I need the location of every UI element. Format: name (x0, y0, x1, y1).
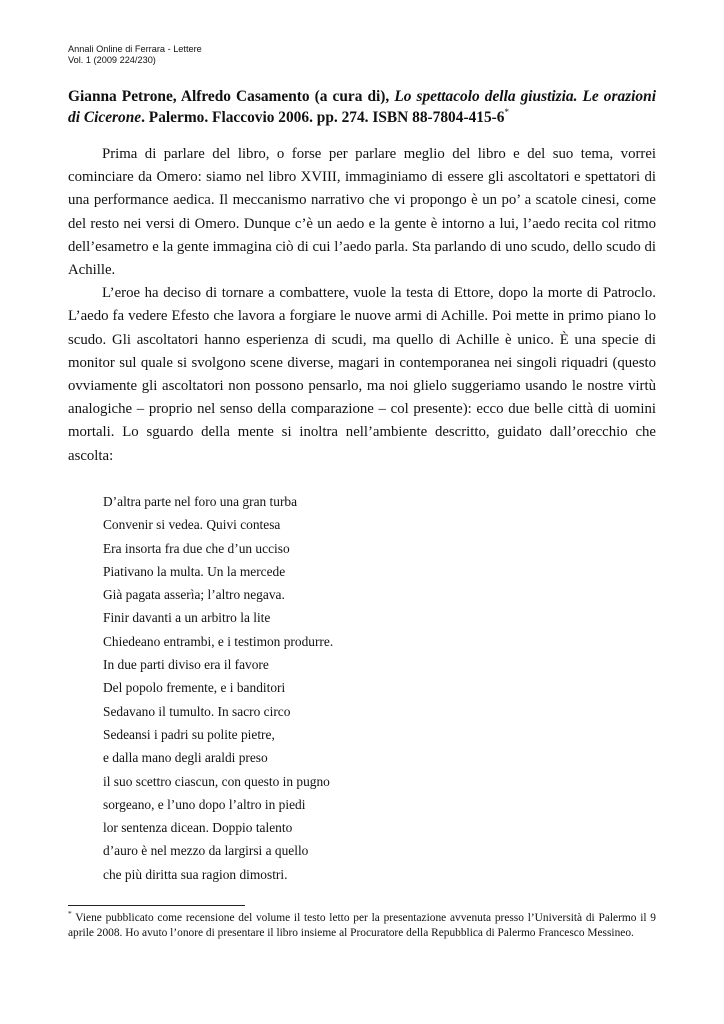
footnote-divider (68, 905, 245, 906)
body-text (68, 143, 656, 468)
title-publication: . Palermo. Flaccovio 2006. pp. 274. ISBN 88-7804-415-6 (141, 109, 505, 126)
volume-info: Vol. 1 (2009 224/230) (68, 55, 156, 65)
poem-line: Del popolo fremente, e i banditori (103, 680, 286, 696)
poem-line: lor sentenza dicean. Doppio talento (103, 820, 293, 836)
poem-line: Convenir si vedea. Quivi contesa (103, 517, 281, 533)
review-title (68, 86, 656, 128)
title-book: Lo spettacolo della giustizia. Le orazioni di Cicerone (68, 88, 656, 126)
title-authors: Gianna Petrone, Alfredo Casamento (a cura di), (68, 88, 390, 105)
poem-line: Piativano la multa. Un la mercede (103, 563, 286, 579)
poem-quotation (103, 490, 333, 886)
paragraph: Prima di parlare del libro, o forse per parlare meglio del libro e del suo tema, vorrei cominciare da Omero: siamo nel libro XVIII, immaginiamo di essere gli ascoltatori e spettatori di una performance aedica. Il meccanismo narrativo che vi propongo è un po’ a scatole cinesi, come del resto nei versi di Omero. Dunque c’è un aedo e la gente è intorno a lui, l’aedo recita col ritmo dell’esametro e la gente immagina ciò di cui l’aedo parla. Sta parlando di uno scudo, dello scudo di Achille. (68, 146, 656, 279)
footnote-text: Viene pubblicato come recensione del volume il testo letto per la presentazione avvenuta presso l’Università di Palermo il 9 aprile 2008. Ho avuto l’onore di presentare il libro insieme al Procuratore della Repubblica di Palermo Francesco Messineo. (68, 912, 656, 939)
poem-line: sorgeano, e l’uno dopo l’altro in piedi (103, 796, 306, 812)
poem-line: Sedeansi i padri su polite pietre, (103, 726, 275, 742)
title-footnote-marker: * (504, 107, 509, 117)
running-header (68, 44, 202, 66)
poem-line: Finir davanti a un arbitro la lite (103, 610, 271, 626)
poem-line: e dalla mano degli araldi preso (103, 750, 268, 766)
footnote (68, 911, 656, 940)
poem-line: il suo scettro ciascun, con questo in pugno (103, 773, 330, 789)
poem-line: Già pagata asserìa; l’altro negava. (103, 587, 285, 603)
poem-line: d’auro è nel mezzo da largirsi a quello (103, 843, 309, 859)
footnote-marker: * (68, 909, 72, 918)
poem-line: Chiedeano entrambi, e i testimon produrre. (103, 633, 334, 649)
journal-name: Annali Online di Ferrara - Lettere (68, 44, 202, 54)
poem-line: Era insorta fra due che d’un ucciso (103, 540, 290, 556)
poem-line: D’altra parte nel foro una gran turba (103, 494, 298, 509)
paragraph: L’eroe ha deciso di tornare a combattere, vuole la testa di Ettore, dopo la morte di Patroclo. L’aedo fa vedere Efesto che lavora a forgiare le nuove armi di Achille. Poi mette in primo piano lo scudo. Gli ascoltatori hanno esperienza di scudi, ma quello di Achille è unico. È una specie di monitor sul quale si svolgono scene diverse, magari in contemporanea nei singoli riquadri (questo ovviamente gli ascoltatori non possono pensarlo, ma noi glielo suggeriamo usando le nostre virtù analogiche – proprio nel senso della comparazione – col presente): ecco due belle città di uomini mortali. Lo sguardo della mente si inoltra nell’ambiente descritto, guidato dall’orecchio che ascolta: (68, 285, 656, 464)
poem-line: che più diritta sua ragion dimostri. (103, 866, 288, 882)
poem-line: Sedavano il tumulto. In sacro circo (103, 703, 291, 719)
poem-line: In due parti diviso era il favore (103, 657, 269, 673)
